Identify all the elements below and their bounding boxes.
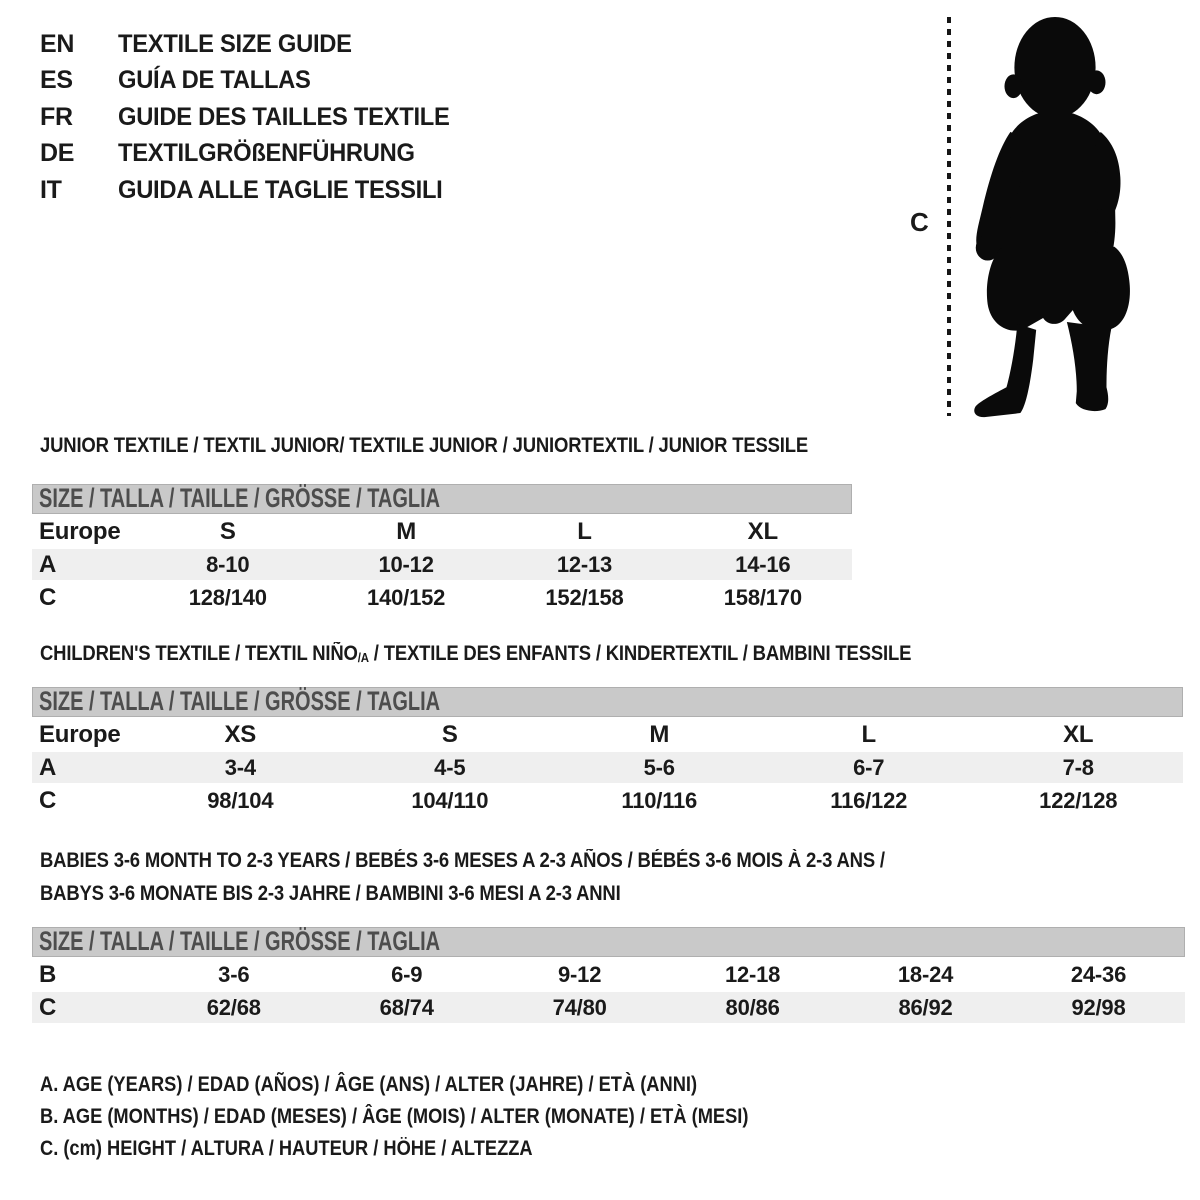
babies-section-title-line2 bbox=[40, 881, 700, 907]
size-value-cell: 68/74 bbox=[320, 991, 493, 1024]
size-value-cell: 80/86 bbox=[666, 991, 839, 1024]
legend-line-c bbox=[40, 1133, 854, 1165]
children-size-table bbox=[32, 687, 1183, 818]
row-label-cell: B bbox=[32, 959, 147, 991]
legend-text-a: A. AGE (YEARS) / EDAD (AÑOS) / ÂGE (ANS) / ALTER (JAHRE) / ETÀ (ANNI) bbox=[40, 1073, 698, 1096]
size-value-cell: 116/122 bbox=[764, 784, 973, 817]
size-value-cell: 86/92 bbox=[839, 991, 1012, 1024]
size-value-cell: XS bbox=[136, 719, 345, 751]
size-header-text: SIZE / TALLA / TAILLE / GRÖSSE / TAGLIA bbox=[39, 484, 441, 513]
row-label-cell: A bbox=[32, 548, 139, 581]
language-code: ES bbox=[40, 66, 73, 95]
junior-section-title bbox=[40, 433, 913, 459]
size-value-cell: 74/80 bbox=[493, 991, 666, 1024]
language-guide-item bbox=[40, 172, 467, 209]
size-value-cell: L bbox=[495, 516, 673, 548]
size-value-cell: S bbox=[345, 719, 554, 751]
size-value-cell: 62/68 bbox=[147, 991, 320, 1024]
table-row bbox=[32, 581, 852, 614]
row-label-cell: Europe bbox=[32, 719, 136, 751]
row-label-cell: C bbox=[32, 991, 147, 1024]
table-row bbox=[32, 548, 852, 581]
height-measure-dashed-line bbox=[947, 17, 951, 416]
size-value-cell: 12-13 bbox=[495, 548, 673, 581]
legend-text-b: B. AGE (MONTHS) / EDAD (MESES) / ÂGE (MOIS) / ALTER (MONATE) / ETÀ (MESI) bbox=[40, 1105, 749, 1128]
size-header-text: SIZE / TALLA / TAILLE / GRÖSSE / TAGLIA bbox=[39, 687, 441, 716]
row-label-cell: C bbox=[32, 581, 139, 614]
babies-section-title-line1 bbox=[40, 848, 1000, 874]
size-value-cell: 5-6 bbox=[555, 751, 764, 784]
table-row bbox=[32, 959, 1185, 991]
legend-line-a bbox=[40, 1069, 854, 1101]
size-value-cell: S bbox=[139, 516, 317, 548]
size-value-cell: 6-7 bbox=[764, 751, 973, 784]
table-row bbox=[32, 719, 1183, 751]
size-value-cell: 9-12 bbox=[493, 959, 666, 991]
language-code: DE bbox=[40, 139, 75, 168]
language-code: EN bbox=[40, 29, 75, 58]
height-measure-label: C bbox=[910, 207, 929, 237]
language-guide-item bbox=[40, 136, 467, 173]
size-value-cell: 7-8 bbox=[973, 751, 1183, 784]
table-row bbox=[32, 784, 1183, 817]
language-code: IT bbox=[40, 175, 62, 204]
size-value-cell: XL bbox=[973, 719, 1183, 751]
size-value-cell: M bbox=[555, 719, 764, 751]
language-guide-item bbox=[40, 26, 467, 63]
silhouette-right-hand bbox=[1090, 209, 1110, 233]
size-header-band bbox=[32, 687, 1183, 717]
babies-size-table bbox=[32, 927, 1185, 1025]
size-value-cell: M bbox=[317, 516, 495, 548]
children-title-prefix: CHILDREN'S TEXTILE / TEXTIL NIÑO bbox=[40, 642, 358, 665]
size-header-band bbox=[32, 484, 852, 514]
legend-line-b bbox=[40, 1101, 854, 1133]
babies-table bbox=[32, 959, 1185, 1025]
table-row bbox=[32, 751, 1183, 784]
size-value-cell: 6-9 bbox=[320, 959, 493, 991]
language-guide-label: GUÍA DE TALLAS bbox=[118, 66, 311, 95]
junior-size-table bbox=[32, 484, 852, 615]
size-header-band bbox=[32, 927, 1185, 957]
language-guide-item bbox=[40, 63, 467, 100]
size-value-cell: 152/158 bbox=[495, 581, 673, 614]
silhouette-shorts bbox=[987, 247, 1130, 331]
silhouette-ear bbox=[1088, 70, 1106, 94]
language-guide-label: GUIDE DES TAILLES TEXTILE bbox=[118, 102, 450, 131]
children-section-title bbox=[40, 641, 1030, 669]
toddler-silhouette-icon bbox=[963, 13, 1145, 419]
children-section-title-text bbox=[40, 641, 911, 669]
size-value-cell: 4-5 bbox=[345, 751, 554, 784]
language-guide-label: GUIDA ALLE TAGLIE TESSILI bbox=[118, 175, 443, 204]
babies-section-title-text1: BABIES 3-6 MONTH TO 2-3 YEARS / BEBÉS 3-6 MESES A 2-3 AÑOS / BÉBÉS 3-6 MOIS À 2-3 ANS / bbox=[40, 849, 885, 872]
size-value-cell: 158/170 bbox=[674, 581, 852, 614]
language-guide-label: TEXTILGRÖßENFÜHRUNG bbox=[118, 139, 415, 168]
measurement-legend bbox=[40, 1069, 854, 1165]
table-row bbox=[32, 991, 1185, 1024]
silhouette-ear bbox=[1004, 74, 1022, 98]
size-value-cell: 98/104 bbox=[136, 784, 345, 817]
row-label-cell: C bbox=[32, 784, 136, 817]
size-value-cell: 18-24 bbox=[839, 959, 1012, 991]
babies-section-title-text2: BABYS 3-6 MONATE BIS 2-3 JAHRE / BAMBINI 3-6 MESI A 2-3 ANNI bbox=[40, 882, 621, 905]
size-value-cell: XL bbox=[674, 516, 852, 548]
size-value-cell: 92/98 bbox=[1012, 991, 1185, 1024]
size-value-cell: 3-4 bbox=[136, 751, 345, 784]
legend-text-c: C. (cm) HEIGHT / ALTURA / HAUTEUR / HÖHE / ALTEZZA bbox=[40, 1137, 533, 1160]
size-value-cell: 8-10 bbox=[139, 548, 317, 581]
junior-table bbox=[32, 516, 852, 615]
size-header-text: SIZE / TALLA / TAILLE / GRÖSSE / TAGLIA bbox=[39, 927, 441, 956]
size-value-cell: 104/110 bbox=[345, 784, 554, 817]
children-table bbox=[32, 719, 1183, 818]
size-value-cell: 110/116 bbox=[555, 784, 764, 817]
silhouette-head bbox=[1014, 17, 1095, 118]
size-value-cell: 24-36 bbox=[1012, 959, 1185, 991]
children-title-suffix: / TEXTILE DES ENFANTS / KINDERTEXTIL / BAMBINI TESSILE bbox=[368, 642, 912, 665]
row-label-cell: A bbox=[32, 751, 136, 784]
language-guide-item bbox=[40, 99, 467, 136]
size-value-cell: 140/152 bbox=[317, 581, 495, 614]
silhouette-left-leg bbox=[974, 324, 1036, 417]
language-guide-label: TEXTILE SIZE GUIDE bbox=[118, 29, 352, 58]
size-value-cell: 128/140 bbox=[139, 581, 317, 614]
size-value-cell: 14-16 bbox=[674, 548, 852, 581]
children-title-sub: /A bbox=[357, 650, 369, 666]
size-value-cell: 122/128 bbox=[973, 784, 1183, 817]
language-guide-list bbox=[40, 26, 467, 209]
language-code: FR bbox=[40, 102, 73, 131]
size-value-cell: 12-18 bbox=[666, 959, 839, 991]
junior-section-title-text: JUNIOR TEXTILE / TEXTIL JUNIOR/ TEXTILE JUNIOR / JUNIORTEXTIL / JUNIOR TESSILE bbox=[40, 434, 809, 457]
size-value-cell: 3-6 bbox=[147, 959, 320, 991]
row-label-cell: Europe bbox=[32, 516, 139, 548]
table-row bbox=[32, 516, 852, 548]
size-value-cell: L bbox=[764, 719, 973, 751]
silhouette-right-leg bbox=[1067, 322, 1112, 411]
size-value-cell: 10-12 bbox=[317, 548, 495, 581]
